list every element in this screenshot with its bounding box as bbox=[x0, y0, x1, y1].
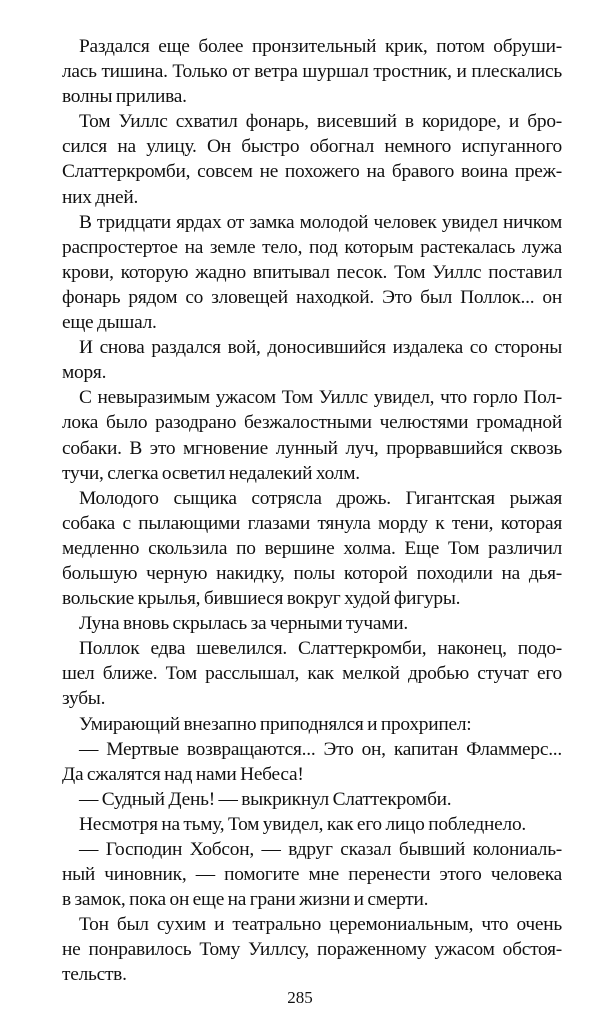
text-line: крови, которую жадно впитывал песок. Том Уиллс поставил bbox=[62, 261, 562, 283]
text-line: медленно скользила по вершине холма. Еще Том различил bbox=[62, 537, 562, 559]
text-line: в замок, пока он еще на грани жизни и смерти. bbox=[62, 889, 429, 911]
text-line: Да сжалятся над нами Небеса! bbox=[62, 763, 304, 785]
text-line: них дней. bbox=[62, 186, 139, 208]
text-line: собаки. В это мгновение лунный луч, прорвавшийся сквозь bbox=[62, 437, 562, 459]
text-line: — Господин Хобсон, — вдруг сказал бывший колониаль- bbox=[79, 839, 562, 860]
text-line: тельств. bbox=[62, 964, 127, 986]
body-text bbox=[62, 34, 562, 988]
text-line: Том Уиллс схватил фонарь, висевший в коридоре, и бро- bbox=[79, 111, 562, 133]
text-line: волны прилива. bbox=[62, 86, 187, 108]
text-line: С невыразимым ужасом Том Уиллс увидел, что горло Пол- bbox=[79, 387, 562, 409]
page-number: 285 bbox=[287, 988, 313, 1007]
text-line: — Судный День! — выкрикнул Слаттекромби. bbox=[79, 788, 452, 810]
text-line: — Мертвые возвращаются... Это он, капитан Фламмерс... bbox=[79, 738, 562, 760]
text-line: собака с пылающими глазами тянула морду к тени, которая bbox=[62, 512, 562, 534]
text-line: сился на улицу. Он быстро обогнал немного испуганного bbox=[62, 136, 562, 158]
text-line: Молодого сыщика сотрясла дрожь. Гигантская рыжая bbox=[79, 487, 562, 509]
text-line: Луна вновь скрылась за черными тучами. bbox=[79, 613, 408, 635]
text-line: шел ближе. Том расслышал, как мелкой дробью стучат его bbox=[62, 663, 562, 685]
text-line: Слаттеркромби, совсем не похожего на бравого воина преж- bbox=[62, 161, 562, 183]
text-line: ный чиновник, — помогите мне перенести этого человека bbox=[62, 864, 562, 886]
text-line: распростертое на земле тело, под которым растекалась лужа bbox=[62, 236, 562, 258]
text-line: моря. bbox=[62, 362, 107, 384]
text-line: большую черную накидку, полы которой походили на дья- bbox=[62, 562, 562, 584]
text-line: Поллок едва шевелился. Слаттеркромби, наконец, подо- bbox=[79, 638, 562, 660]
text-line: Умирающий внезапно приподнялся и прохрипел: bbox=[79, 713, 472, 735]
text-line: зубы. bbox=[62, 688, 106, 710]
text-line: фонарь рядом со зловещей находкой. Это был Поллок... он bbox=[62, 286, 562, 308]
text-line: И снова раздался вой, доносившийся издалека со стороны bbox=[79, 337, 562, 359]
text-line: не понравилось Тому Уиллсу, пораженному ужасом обстоя- bbox=[62, 939, 562, 961]
text-line: тучи, слегка осветил недалекий холм. bbox=[62, 462, 360, 484]
text-line: еще дышал. bbox=[62, 312, 157, 334]
text-line: Раздался еще более пронзительный крик, потом обруши- bbox=[79, 36, 562, 57]
text-line: вольские крылья, бившиеся вокруг худой фигуры. bbox=[62, 588, 461, 610]
text-line: лась тишина. Только от ветра шуршал тростник, и плескались bbox=[62, 61, 562, 83]
text-line: лока было разодрано безжалостными челюстями громадной bbox=[62, 412, 562, 434]
text-line: Несмотря на тьму, Том увидел, как его лицо побледнело. bbox=[79, 813, 526, 835]
text-line: В тридцати ярдах от замка молодой человек увидел ничком bbox=[79, 211, 562, 233]
text-line: Тон был сухим и театрально церемониальным, что очень bbox=[79, 914, 562, 936]
